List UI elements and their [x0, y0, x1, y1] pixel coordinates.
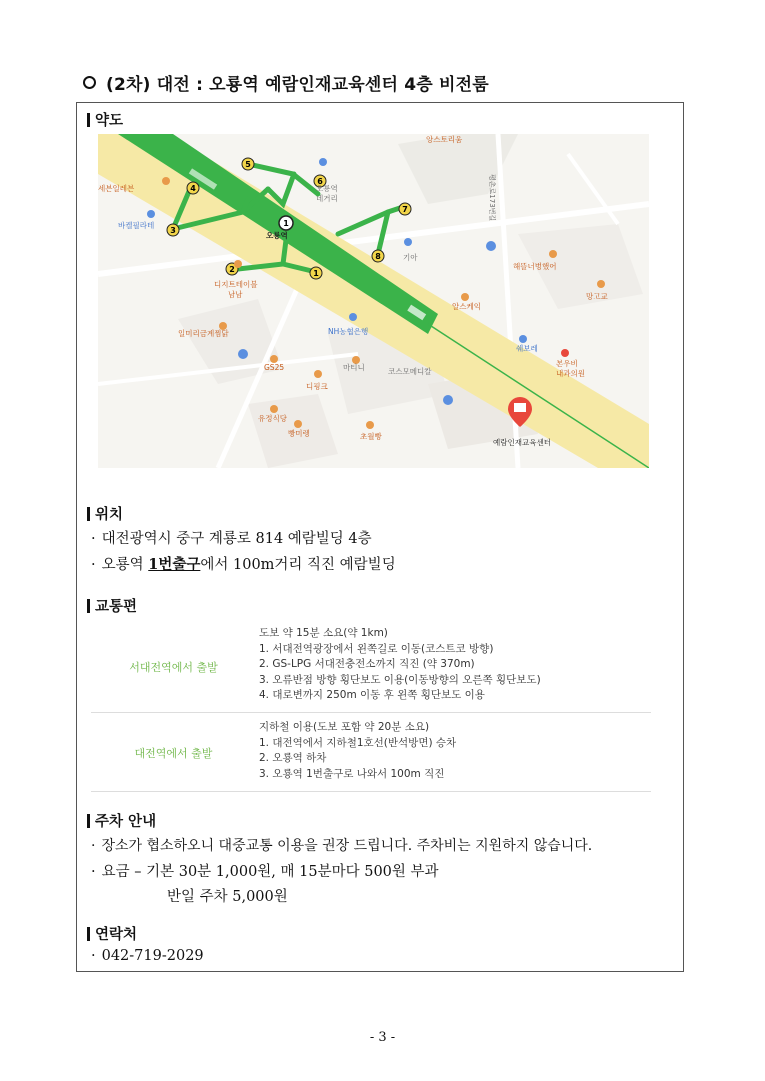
parking-heading: 주차 안내 [87, 810, 156, 831]
transport-steps: 도보 약 15분 소요(약 1km) 1. 서대전역광장에서 왼쪽길로 이동(코스트코 방향) 2. GS-LPG 서대전충전소까지 직진 (약 370m) 3. 오류반점 방향 횡단보도 이용(이동방향의 오른쪽 횡단보도) 4. 대로변까지 250m 이동 후 왼쪽 횡단보도 이용 [259, 627, 541, 701]
svg-text:디핑크: 디핑크 [306, 382, 328, 391]
route-map-graphic [98, 134, 649, 468]
svg-text:기아: 기아 [403, 253, 418, 262]
transport-row [91, 619, 651, 713]
svg-text:GS25: GS25 [264, 363, 285, 372]
location-direction: · 오룡역 1번출구에서 100m거리 직진 예람빌딩 [91, 556, 396, 573]
svg-text:코스모메디칼: 코스모메디칼 [388, 367, 432, 376]
svg-text:일미리금계찜닭: 일미리금계찜닭 [178, 329, 229, 338]
heading-bar-icon [87, 599, 90, 613]
heading-bar-icon [87, 814, 90, 828]
transport-origin: 대전역에서 출발 [134, 747, 213, 760]
transport-origin: 서대전역에서 출발 [129, 661, 218, 674]
location-heading: 위치 [87, 503, 123, 524]
svg-text:앙스토리움: 앙스토리움 [426, 135, 463, 144]
info-box [76, 102, 684, 972]
transport-steps: 지하철 이용(도보 포함 약 20분 소요) 1. 대전역에서 지하철1호선(반석방면) 승차 2. 오룡역 하차 3. 오룡역 1번출구로 나와서 100m 직진 [259, 721, 457, 780]
exit-marker [279, 216, 293, 230]
parking-halfday: 반일 주차 5,000원 [167, 889, 288, 905]
heading-bar-icon [87, 927, 90, 941]
exit-emphasis: 1번출구 [148, 556, 201, 573]
svg-text:세븐일레븐: 세븐일레븐 [98, 184, 135, 193]
location-address: · 대전광역시 중구 계룡로 814 예람빌딩 4층 [91, 531, 372, 547]
svg-text:알스케익: 알스케익 [452, 302, 481, 311]
contact-phone: · 042-719-2029 [91, 948, 204, 964]
exit-marker [310, 267, 322, 279]
svg-text:1: 1 [283, 219, 289, 228]
transport-table [91, 619, 651, 792]
heading-bar-icon [87, 113, 90, 127]
svg-text:유정식당: 유정식당 [258, 414, 287, 423]
parking-fee: · 요금 – 기본 30분 1,000원, 매 15분마다 500원 부과 [91, 864, 439, 880]
svg-text:초월빵: 초월빵 [360, 432, 382, 441]
svg-text:6: 6 [317, 177, 323, 186]
exit-marker [399, 203, 411, 215]
svg-text:8: 8 [375, 252, 381, 261]
page-title: (2차) 대전 : 오룡역 예람인재교육센터 4층 비전룸 [83, 70, 489, 95]
svg-text:4: 4 [190, 184, 196, 193]
svg-text:남남: 남남 [228, 290, 243, 299]
parking-notice: · 장소가 협소하오니 대중교통 이용을 권장 드립니다. 주차비는 지원하지 않습니다. [91, 838, 593, 854]
exit-marker [242, 158, 254, 170]
svg-text:네거리: 네거리 [316, 194, 338, 203]
svg-text:NH농협은행: NH농협은행 [328, 327, 369, 336]
svg-text:2: 2 [229, 265, 235, 274]
page-number: - 3 - [369, 1030, 396, 1045]
transport-row [91, 713, 651, 792]
svg-text:쉐보레: 쉐보레 [516, 344, 538, 353]
heading-bar-icon [87, 507, 90, 521]
svg-text:바켈필라테: 바켈필라테 [118, 221, 155, 230]
svg-text:본우비: 본우비 [556, 359, 578, 368]
svg-text:오룡역: 오룡역 [316, 184, 338, 193]
circle-bullet-icon [83, 76, 96, 89]
svg-text:예람인재교육센터: 예람인재교육센터 [493, 438, 551, 447]
svg-text:7: 7 [402, 205, 408, 214]
svg-text:빵미렝: 빵미렝 [288, 429, 310, 438]
svg-text:디지트테이블: 디지트테이블 [214, 280, 258, 289]
svg-text:오룡역: 오룡역 [266, 231, 288, 240]
route-map [98, 134, 649, 468]
map-heading: 약도 [87, 109, 123, 130]
transport-heading: 교통편 [87, 595, 137, 616]
exit-marker [187, 182, 199, 194]
contact-heading: 연락처 [87, 923, 137, 944]
svg-text:5: 5 [245, 160, 251, 169]
svg-text:1: 1 [313, 269, 319, 278]
svg-text:내과의원: 내과의원 [556, 369, 585, 378]
exit-marker [372, 250, 384, 262]
svg-text:평촌로173번길: 평촌로173번길 [488, 174, 496, 222]
svg-text:망고교: 망고교 [586, 292, 608, 301]
svg-text:해뜰너벙했어: 해뜰너벙했어 [513, 262, 557, 271]
svg-text:3: 3 [170, 226, 176, 235]
svg-text:마티니: 마티니 [343, 363, 365, 372]
exit-marker [167, 224, 179, 236]
